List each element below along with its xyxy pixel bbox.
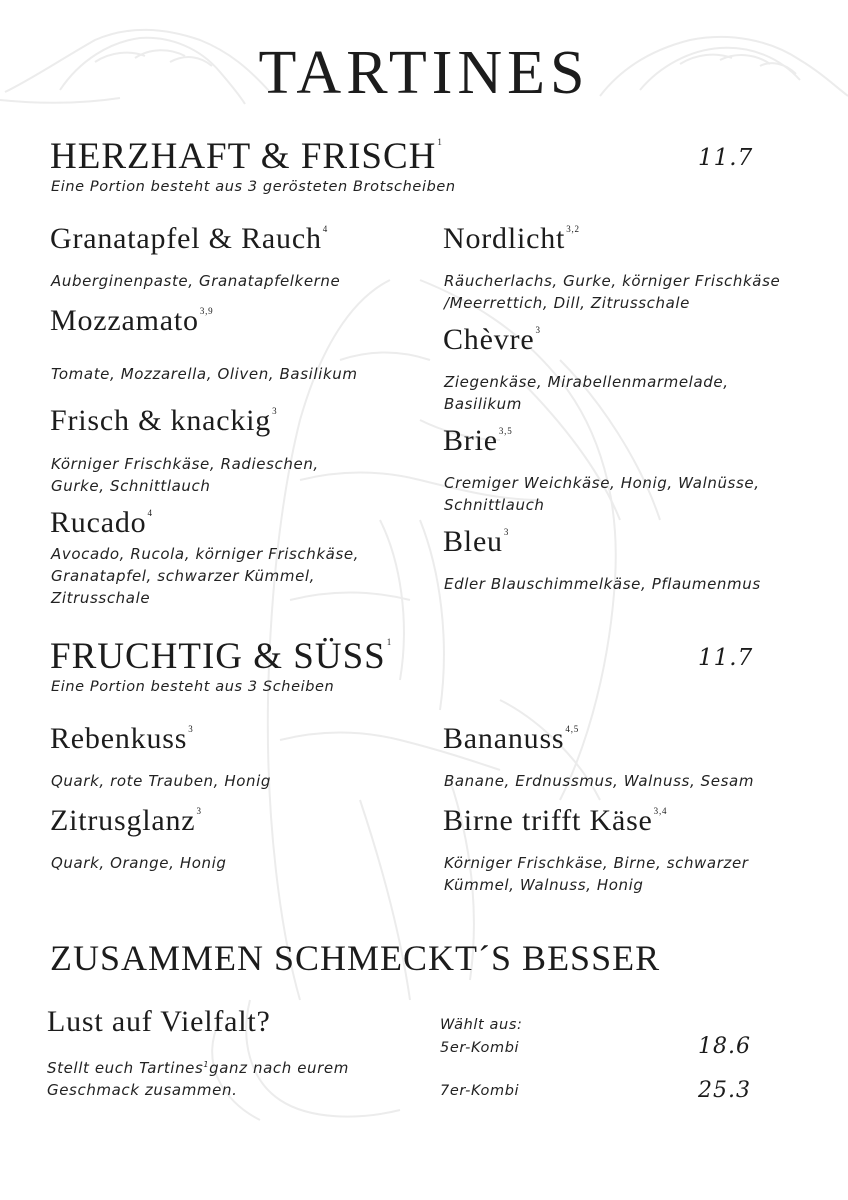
section-price: 11.7 <box>698 145 754 171</box>
allergen-footnote: 3,2 <box>566 224 580 234</box>
section-heading-text: FRUCHTIG & SÜSS <box>50 636 386 677</box>
section-heading-herzhaft <box>50 135 443 178</box>
menu-item-description: Körniger Frischkäse, Radieschen, Gurke, Schnittlauch <box>51 455 319 495</box>
menu-item-name <box>50 722 194 756</box>
menu-item-description: Avocado, Rucola, körniger Frischkäse, Granatapfel, schwarzer Kümmel, Zitrusschale <box>51 545 360 607</box>
menu-item-name <box>443 323 541 357</box>
allergen-footnote: 3 <box>272 406 278 416</box>
item-name-text: Bleu <box>443 525 503 558</box>
allergen-footnote: 1 <box>203 1060 210 1069</box>
item-name-text: Zitrusglanz <box>50 804 196 837</box>
allergen-footnote: 3 <box>503 527 510 537</box>
item-name-text: Mozzamato <box>50 304 199 337</box>
menu-item-name <box>50 304 213 338</box>
menu-item-description: Cremiger Weichkäse, Honig, Walnüsse, Schnittlauch <box>444 474 760 514</box>
menu-item-description: Quark, Orange, Honig <box>51 854 227 872</box>
section-heading-combo: ZUSAMMEN SCHMECKT´S BESSER <box>50 938 661 978</box>
item-name-text: Nordlicht <box>443 222 566 255</box>
menu-item-name <box>50 404 277 438</box>
section-subtitle: Eine Portion besteht aus 3 Scheiben <box>51 679 335 695</box>
menu-item-description: Quark, rote Trauben, Honig <box>51 772 272 790</box>
section-heading-fruchtig <box>50 635 392 678</box>
item-name-text: Brie <box>443 424 498 457</box>
section-price: 11.7 <box>698 645 754 671</box>
item-name-text: Granatapfel & Rauch <box>50 222 322 255</box>
item-name-text: Frisch & knackig <box>50 404 272 437</box>
combo-option-price: 25.3 <box>698 1078 751 1103</box>
section-subtitle: Eine Portion besteht aus 3 gerösteten Brotscheiben <box>51 179 456 195</box>
menu-item-name <box>50 222 328 256</box>
combo-description <box>47 1054 407 1101</box>
combo-option-label: 7er-Kombi <box>440 1083 520 1099</box>
combo-desc-text: Stellt euch Tartines <box>47 1059 204 1077</box>
item-name-text: Birne trifft Käse <box>443 804 653 837</box>
allergen-footnote: 1 <box>437 137 443 147</box>
menu-item-description: Räucherlachs, Gurke, körniger Frischkäse /Meerrettich, Dill, Zitrusschale <box>444 272 781 312</box>
section-heading-text: HERZHAFT & FRISCH <box>50 136 437 177</box>
allergen-footnote: 3 <box>535 325 541 335</box>
menu-item-name <box>443 722 579 756</box>
menu-item-name <box>443 424 513 458</box>
allergen-footnote: 4,5 <box>565 724 580 734</box>
combo-desc-text: ganz nach eurem <box>209 1059 349 1077</box>
combo-desc-text: Geschmack zusammen. <box>47 1081 238 1099</box>
combo-choose-label: Wählt aus: <box>440 1017 523 1033</box>
item-name-text: Bananuss <box>443 722 565 755</box>
item-name-text: Chèvre <box>443 323 535 356</box>
combo-option-price: 18.6 <box>698 1034 751 1059</box>
allergen-footnote: 1 <box>386 637 393 647</box>
allergen-footnote: 4 <box>147 508 153 518</box>
allergen-footnote: 3,9 <box>199 306 214 316</box>
menu-item-name <box>443 222 580 256</box>
combo-option-label: 5er-Kombi <box>440 1040 520 1056</box>
menu-item-description: Auberginenpaste, Granatapfelkerne <box>51 272 341 290</box>
menu-item-name <box>50 804 202 838</box>
item-name-text: Rucado <box>50 506 147 539</box>
menu-item-description: Ziegenkäse, Mirabellenmarmelade, Basilikum <box>444 373 729 413</box>
allergen-footnote: 4 <box>322 224 329 234</box>
menu-item-description: Körniger Frischkäse, Birne, schwarzer Kümmel, Walnuss, Honig <box>444 854 749 894</box>
item-name-text: Rebenkuss <box>50 722 188 755</box>
allergen-footnote: 3,4 <box>653 806 668 816</box>
menu-item-description: Banane, Erdnussmus, Walnuss, Sesam <box>444 772 755 790</box>
menu-item-name <box>443 804 667 838</box>
allergen-footnote: 3 <box>196 806 202 816</box>
allergen-footnote: 3 <box>188 724 194 734</box>
allergen-footnote: 3,5 <box>498 426 513 436</box>
menu-item-name <box>443 525 509 559</box>
page-title: TARTINES <box>258 39 590 107</box>
menu-item-description: Edler Blauschimmelkäse, Pflaumenmus <box>444 575 761 593</box>
combo-item-name: Lust auf Vielfalt? <box>47 1005 271 1038</box>
menu-item-name <box>50 506 153 540</box>
menu-item-description: Tomate, Mozzarella, Oliven, Basilikum <box>51 365 358 383</box>
